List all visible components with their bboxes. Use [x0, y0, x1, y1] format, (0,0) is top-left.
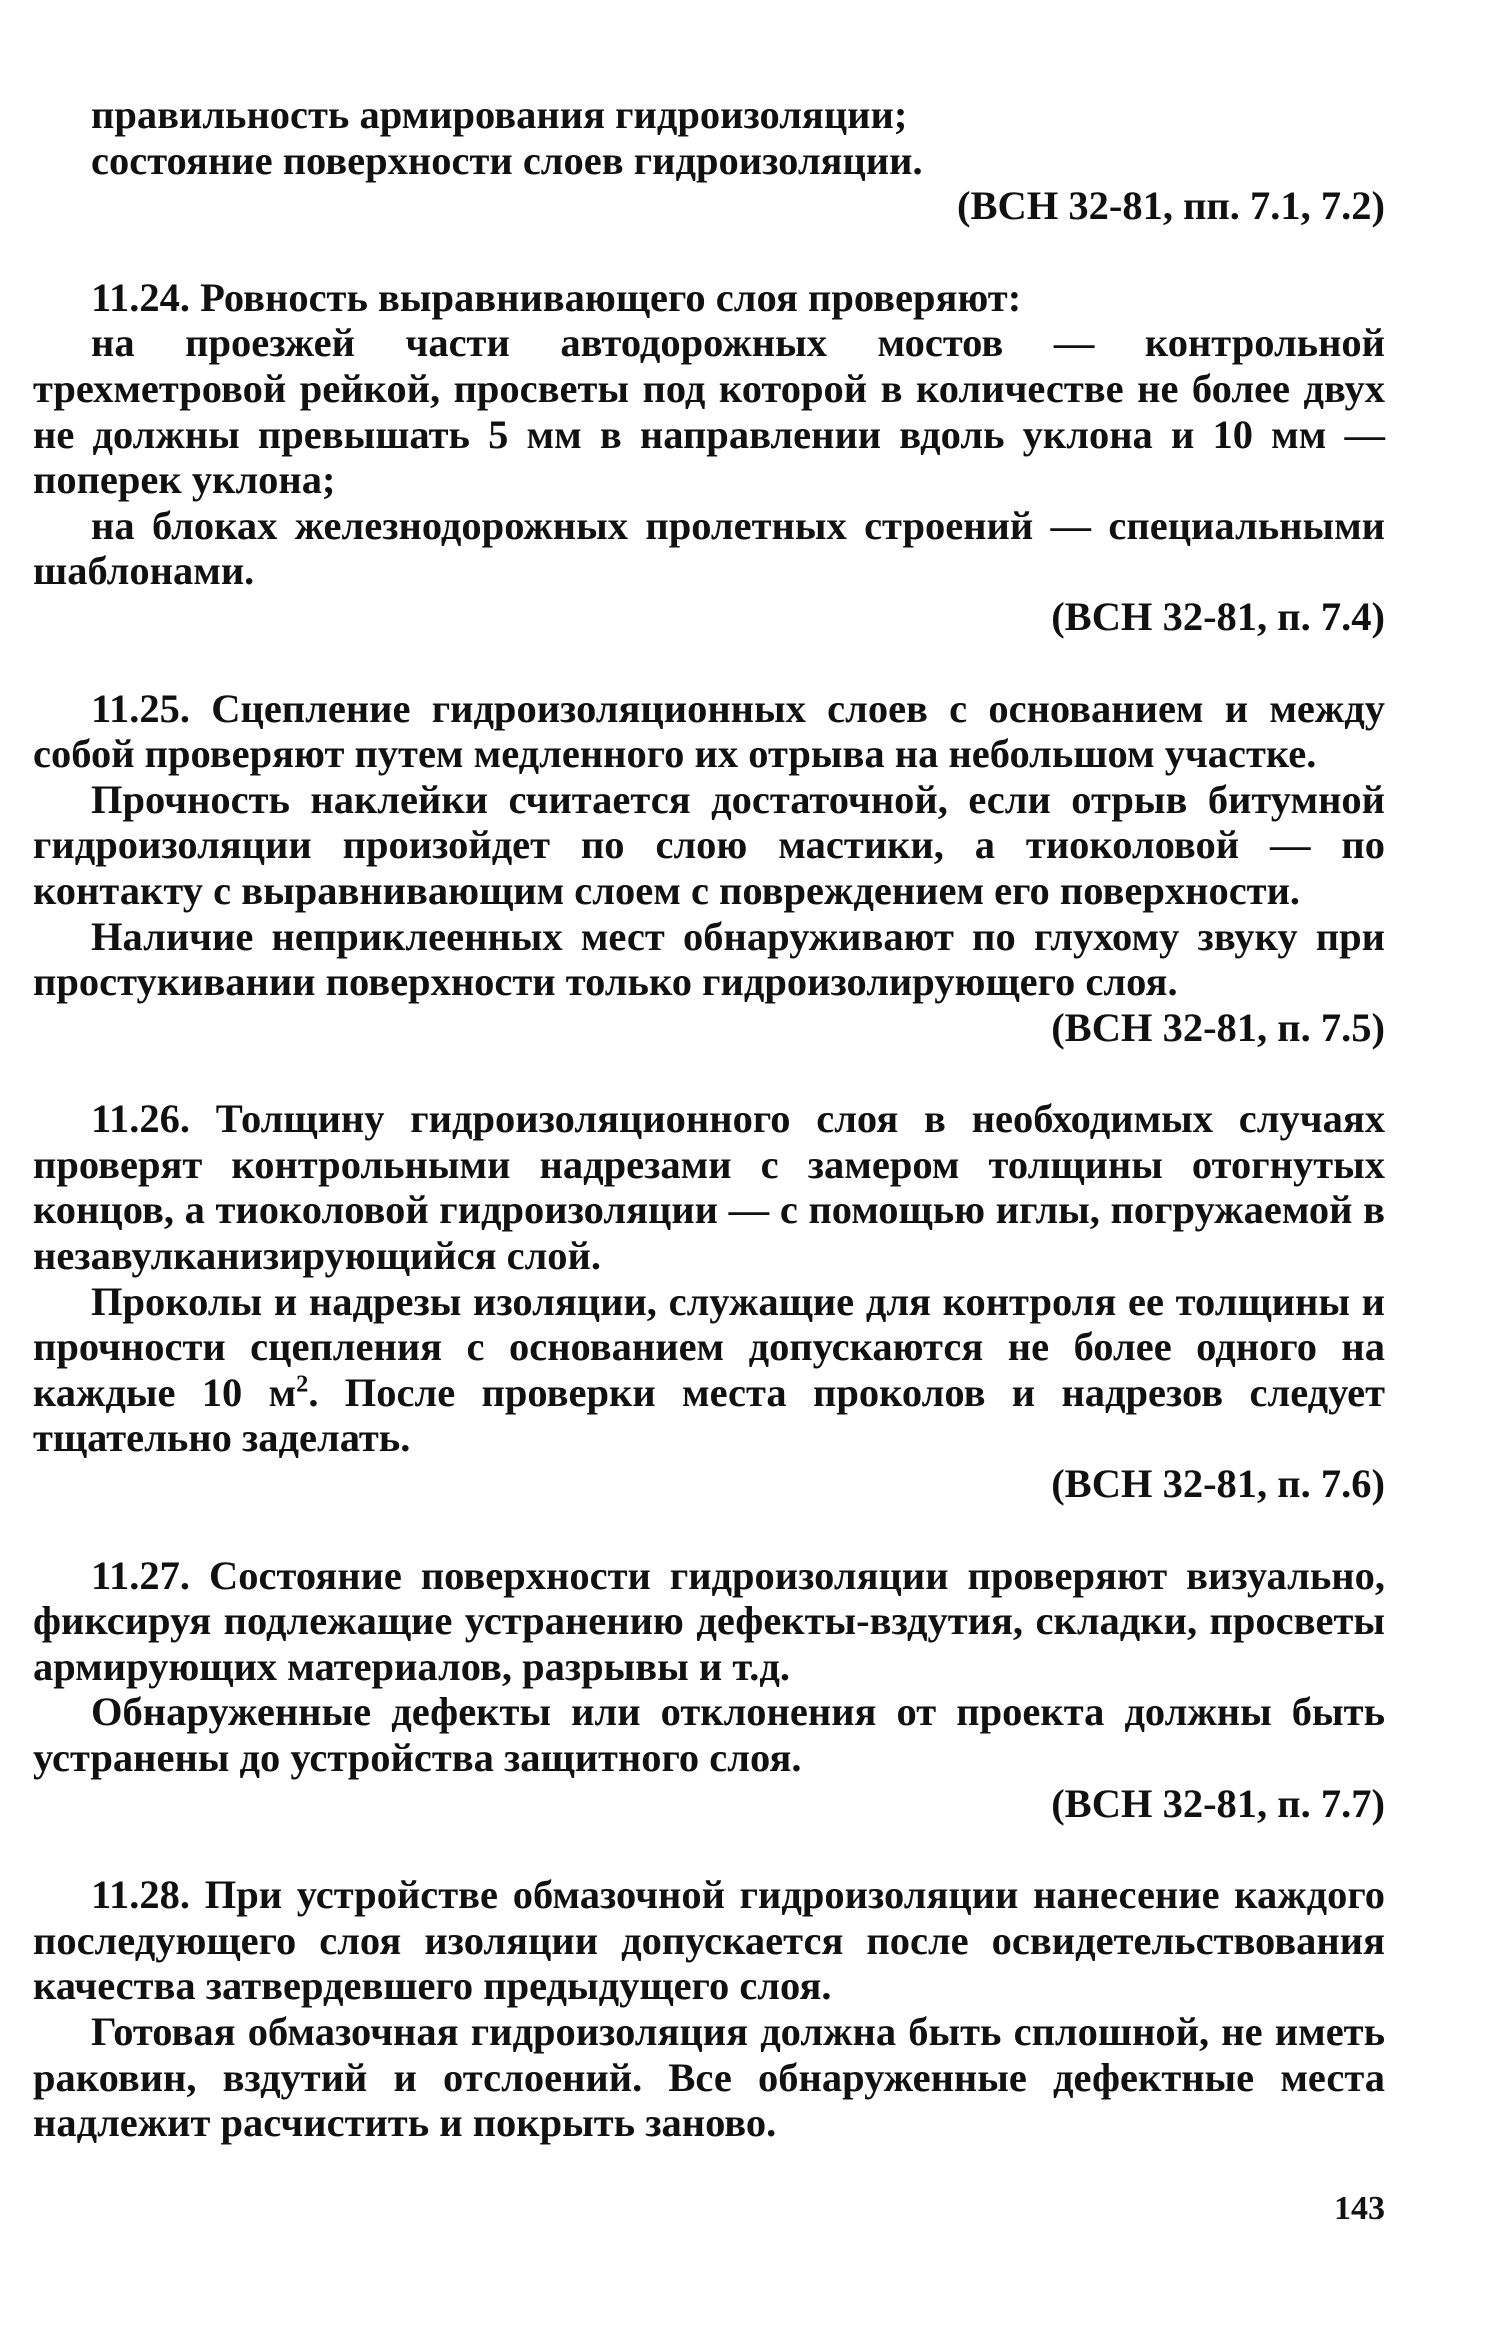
- reference-citation: (ВСН 32-81, п. 7.7): [1051, 1780, 1385, 1826]
- paragraph: Прочность наклейки считается достаточной, если отрыв битумной гидроизоляции произойдет по слою мастики, а тиоколовой — по контакту с выравнивающим слоем с повреждением его поверхности.: [33, 776, 1385, 913]
- list-item: состояние поверхности слоев гидроизоляции.: [91, 137, 923, 183]
- section-11-27: 11.27. Состояние поверхности гидроизоляции проверяют визуально, фиксируя подлежащие устранению дефекты-вздутия, складки, просветы армирующих материалов, разрывы и т.д.: [33, 1552, 1385, 1689]
- text-column: [33, 92, 1385, 2146]
- paragraph-text: Проколы и надрезы изоляции, служащие для контроля ее толщины и прочности сцепления с основанием допускаются не более одного на каждые 10 м: [33, 1278, 1385, 1415]
- reference-citation: (ВСН 32-81, п. 7.4): [1051, 593, 1385, 639]
- paragraph: Готовая обмазочная гидроизоляция должна быть сплошной, не иметь раковин, вздутий и отслоений. Все обнаруженные дефектные места надлежит расчистить и покрыть заново.: [33, 2008, 1385, 2146]
- paragraph: на блоках железнодорожных пролетных строений — специальными шаблонами.: [33, 502, 1385, 594]
- paragraph: на проезжей части автодорожных мостов — контрольной трехметровой рейкой, просветы под которой в количестве не более двух не должны превышать 5 мм в направлении вдоль уклона и 10 мм — поперек уклона;: [33, 320, 1385, 503]
- superscript: 2: [296, 1370, 309, 1398]
- list-item: правильность армирования гидроизоляции;: [91, 92, 908, 137]
- reference-citation: (ВСН 32-81, п. 7.6): [1051, 1461, 1385, 1507]
- page-number: 143: [1334, 2190, 1385, 2227]
- section-11-28: 11.28. При устройстве обмазочной гидроизоляции нанесение каждого последующего слоя изоляции допускается после освидетельствования качества затвердевшего предыдущего слоя.: [33, 1872, 1385, 2009]
- reference-citation: (ВСН 32-81, п. 7.5): [1051, 1004, 1385, 1050]
- section-11-25: 11.25. Сцепление гидроизоляционных слоев с основанием и между собой проверяют путем медленного их отрыва на небольшом участке.: [33, 685, 1385, 777]
- paragraph: Наличие неприклеенных мест обнаруживают по глухому звуку при простукивании поверхности только гидроизолирующего слоя.: [33, 913, 1385, 1005]
- paragraph-text: . После проверки места проколов и надрезов следует тщательно заделать.: [33, 1369, 1385, 1461]
- section-11-26: 11.26. Толщину гидроизоляционного слоя в необходимых случаях проверят контрольными надрезами с замером толщины отогнутых концов, а тиоколовой гидроизоляции — с помощью иглы, погружаемой в незавулканизирующийся слой.: [33, 1096, 1385, 1279]
- paragraph: [33, 1279, 1385, 1461]
- reference-citation: (ВСН 32-81, пп. 7.1, 7.2): [956, 183, 1385, 229]
- paragraph: Обнаруженные дефекты или отклонения от проекта должны быть устранены до устройства защитного слоя.: [33, 1689, 1385, 1780]
- section-heading-11-24: 11.24. Ровность выравнивающего слоя проверяют:: [91, 274, 1022, 320]
